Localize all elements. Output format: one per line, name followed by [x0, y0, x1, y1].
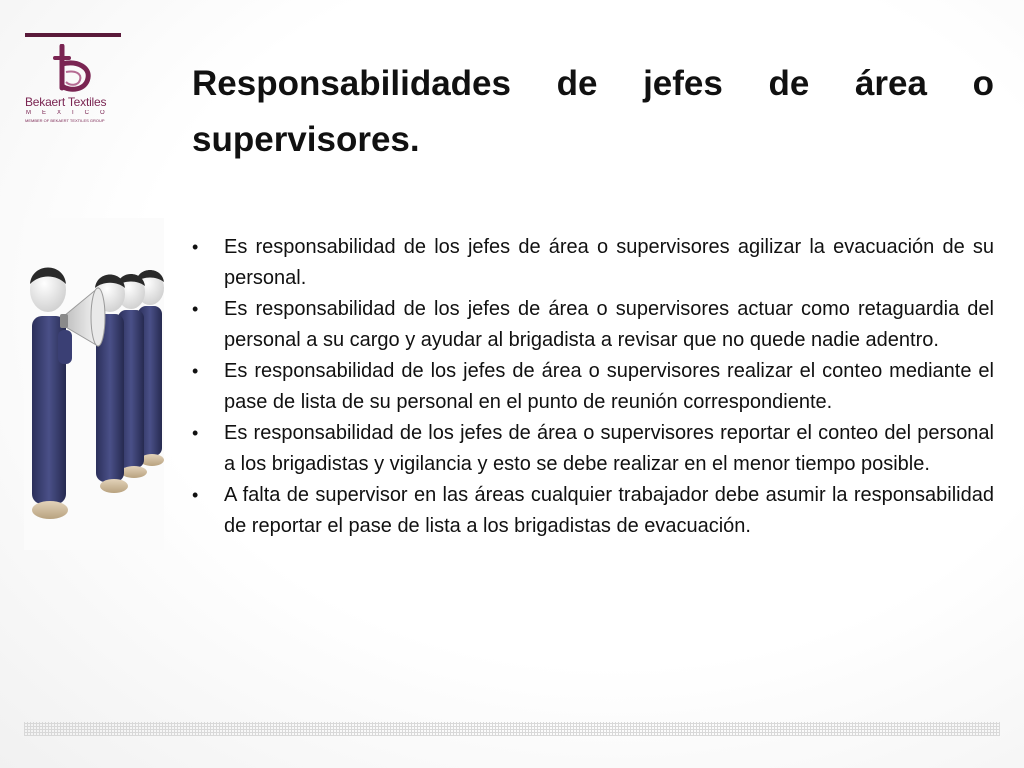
logo-name: Bekaert Textiles	[25, 95, 107, 109]
bullet-text: Es responsabilidad de los jefes de área o supervisores agilizar la evacuación de su personal.	[224, 236, 994, 289]
figure-front-leader	[30, 268, 72, 520]
bullet-marker: •	[192, 237, 199, 257]
bullet-list	[190, 232, 994, 542]
bullet-item	[190, 232, 994, 294]
logo-tagline: MEMBER OF BEKAERT TEXTILES GROUP	[25, 118, 105, 123]
bullet-item	[190, 356, 994, 418]
illustration	[24, 218, 164, 550]
bullet-text: Es responsabilidad de los jefes de área o supervisores actuar como retaguardia del personal a su cargo y ayudar al brigadista a revisar que no quede nadie adentro.	[224, 298, 994, 351]
bullet-item	[190, 294, 994, 356]
bullet-marker: •	[192, 299, 199, 319]
bullet-text: A falta de supervisor en las áreas cualquier trabajador debe asumir la responsabilidad de reportar el pase de lista a los brigadistas de evacuación.	[224, 484, 994, 537]
bullet-marker: •	[192, 423, 199, 443]
slide-title: Responsabilidades de jefes de área o supervisores.	[192, 64, 994, 159]
logo-top-bar	[25, 33, 121, 37]
logo-country: MEXICO	[26, 110, 116, 116]
footer-decorative-band	[24, 722, 1000, 736]
bullet-marker: •	[192, 485, 199, 505]
bekaert-b-logo-icon	[52, 44, 94, 96]
people-megaphone-illustration	[24, 218, 164, 550]
bullet-item	[190, 480, 994, 542]
bullet-text: Es responsabilidad de los jefes de área o supervisores realizar el conteo mediante el pase de lista de su personal en el punto de reunión correspondiente.	[224, 360, 994, 413]
bullet-text: Es responsabilidad de los jefes de área o supervisores reportar el conteo del personal a los brigadistas y vigilancia y esto se debe realizar en el menor tiempo posible.	[224, 422, 994, 475]
bullet-marker: •	[192, 361, 199, 381]
company-logo	[22, 30, 126, 130]
bullet-item	[190, 418, 994, 480]
